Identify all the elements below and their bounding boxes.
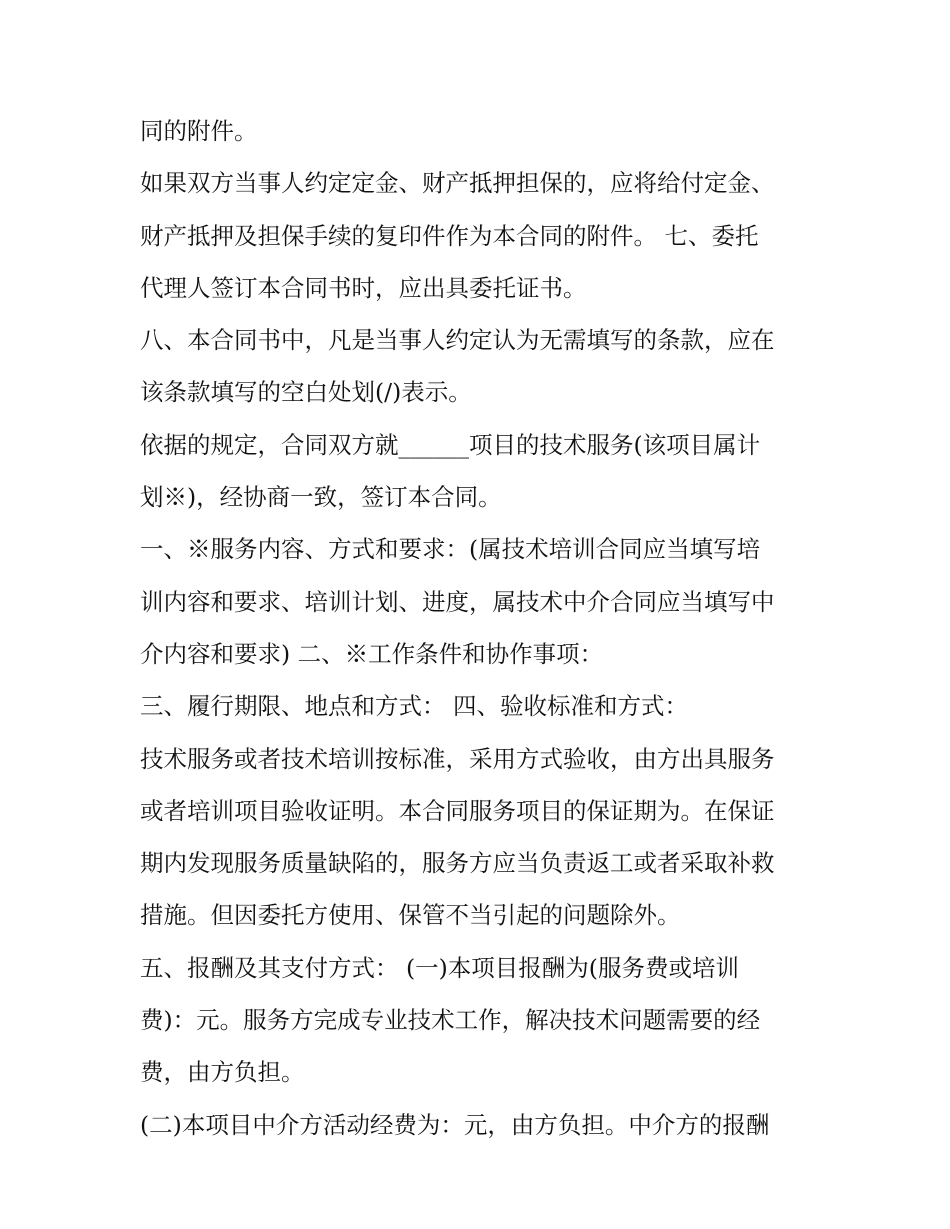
text-line: 费，由方负担。 bbox=[140, 1058, 305, 1087]
text-line: 五、报酬及其支付方式： (一)本项目报酬为(服务费或培训 bbox=[140, 953, 739, 982]
text-line: 代理人签订本合同书时，应出具委托证书。 bbox=[140, 273, 587, 302]
text-line: 措施。但因委托方使用、保管不当引起的问题除外。 bbox=[140, 901, 681, 930]
text-line: 该条款填写的空白处划(/)表示。 bbox=[140, 378, 472, 407]
text-line: 介内容和要求) 二、※工作条件和协作事项： bbox=[140, 639, 604, 668]
text-line: 技术服务或者技术培训按标准，采用方式验收，由方出具服务 bbox=[140, 744, 775, 773]
text-line: 依据的规定，合同双方就______项目的技术服务(该项目属计 bbox=[140, 430, 761, 459]
text-line: 如果双方当事人约定定金、财产抵押担保的，应将给付定金、 bbox=[140, 169, 775, 198]
text-line: 八、本合同书中，凡是当事人约定认为无需填写的条款，应在 bbox=[140, 326, 775, 355]
text-line: 期内发现服务质量缺陷的，服务方应当负责返工或者采取补救 bbox=[140, 849, 775, 878]
text-line: 同的附件。 bbox=[140, 117, 258, 145]
text-line: 划※)，经协商一致，签订本合同。 bbox=[140, 483, 502, 512]
text-line: 费)：元。服务方完成专业技术工作，解决技术问题需要的经 bbox=[140, 1006, 761, 1035]
contract-text-body bbox=[140, 108, 820, 1154]
text-line: (二)本项目中介方活动经费为：元，由方负担。中介方的报酬 bbox=[140, 1110, 770, 1139]
text-line: 三、履行期限、地点和方式： 四、验收标准和方式： bbox=[140, 692, 688, 721]
text-line: 训内容和要求、培训计划、进度，属技术中介合同应当填写中 bbox=[140, 587, 775, 616]
text-line: 一、※服务内容、方式和要求：(属技术培训合同应当填写培 bbox=[140, 535, 761, 564]
text-line: 财产抵押及担保手续的复印件作为本合同的附件。 七、委托 bbox=[140, 221, 759, 250]
text-line: 或者培训项目验收证明。本合同服务项目的保证期为。在保证 bbox=[140, 796, 775, 825]
